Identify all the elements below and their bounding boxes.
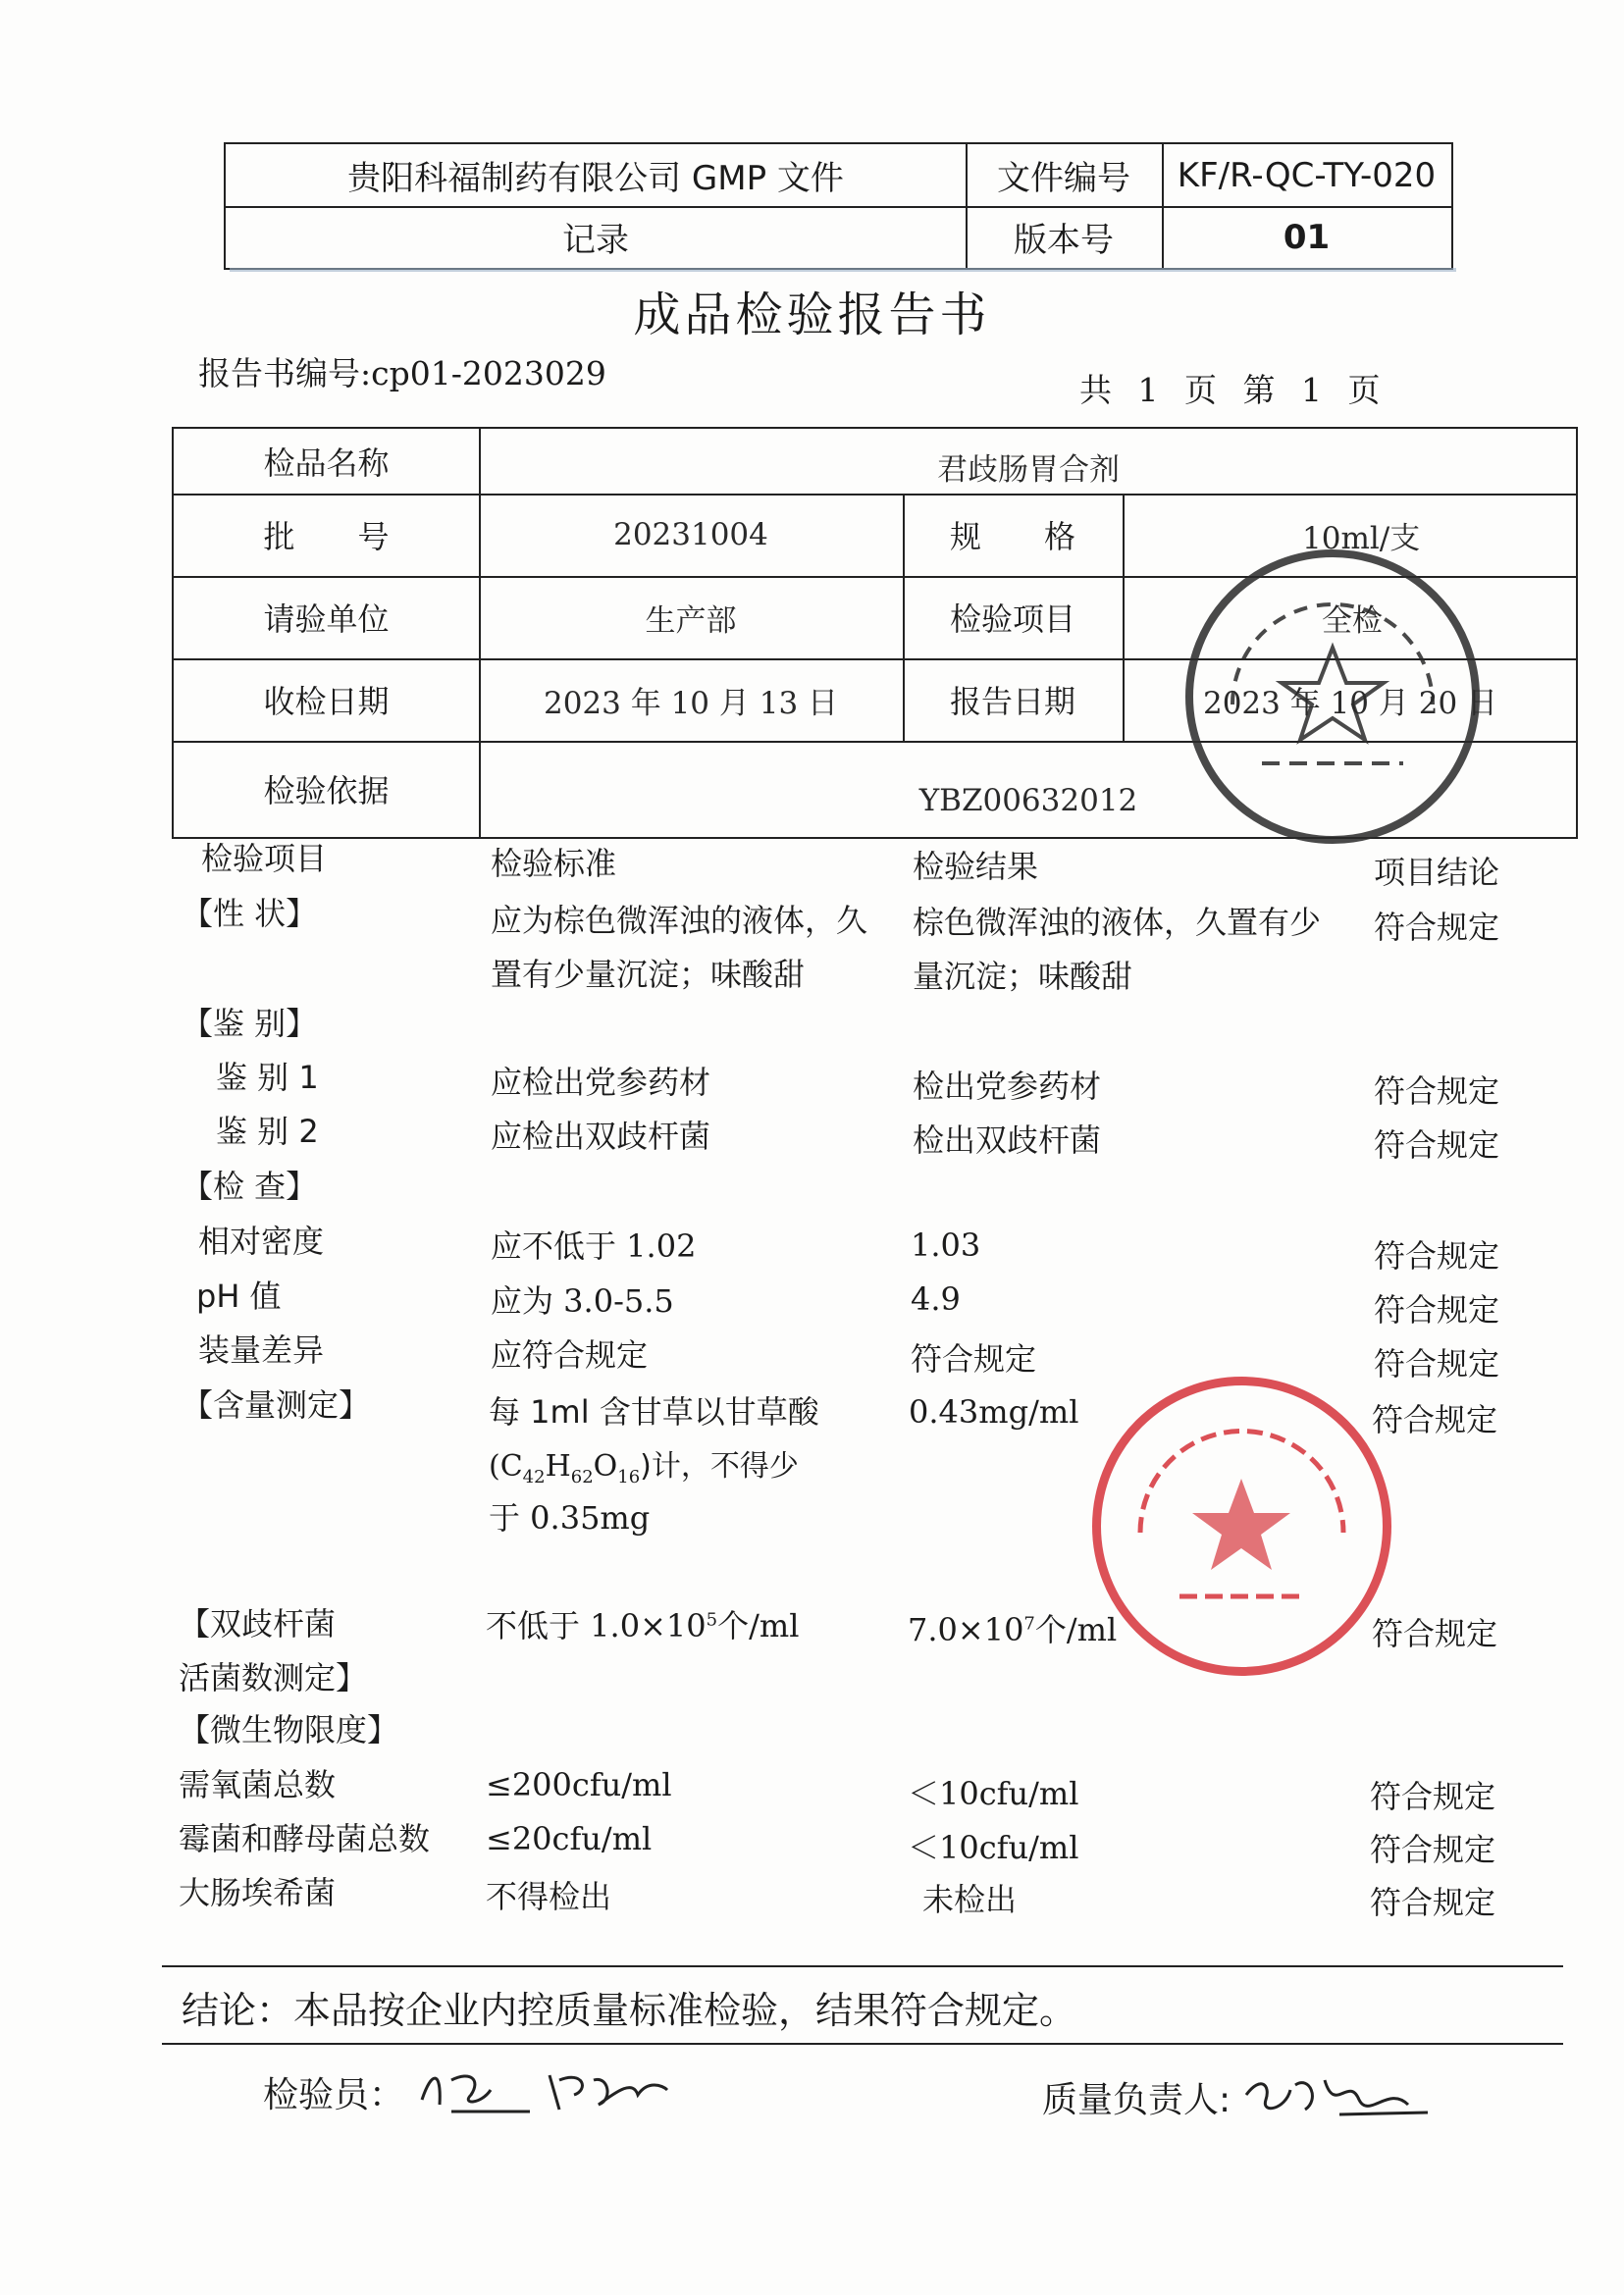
doc-no: KF/R-QC-TY-020	[1177, 155, 1437, 195]
company-name: 贵阳科福制药有限公司 GMP 文件	[226, 144, 968, 206]
basis-value: YBZ00632012	[918, 783, 1138, 818]
report-number: 报告书编号:cp01-2023029	[198, 354, 606, 392]
check-heading: 【检 查】	[182, 1168, 318, 1205]
page-title: 成品检验报告书	[633, 287, 991, 342]
version-label: 版本号	[966, 206, 1164, 268]
assay-label: 【含量测定】	[182, 1386, 371, 1424]
mold-conclusion: 符合规定	[1370, 1831, 1496, 1868]
ph-label: pH 值	[196, 1278, 282, 1315]
batch-label: 批 号	[263, 518, 390, 555]
ecoli-standard: 不得检出	[486, 1878, 612, 1915]
conclusion-rule-top	[162, 1965, 1563, 1967]
ph-conclusion: 符合规定	[1374, 1291, 1500, 1329]
ident2-standard: 应检出双歧杆菌	[491, 1118, 711, 1155]
version-value: 01	[1283, 217, 1331, 257]
page-count: 共 1 页 第 1 页	[1079, 371, 1381, 409]
report-date-label: 报告日期	[949, 683, 1075, 720]
ident2-conclusion: 符合规定	[1374, 1126, 1500, 1164]
spec-value: 10ml/支	[1302, 520, 1421, 556]
aerobic-label: 需氧菌总数	[179, 1766, 337, 1803]
qa-signature	[1241, 2056, 1438, 2134]
assay-standard-2: $(C_{42}H_{62}O_{16})$计，不得少	[489, 1449, 799, 1487]
ecoli-label: 大肠埃希菌	[179, 1874, 337, 1911]
test-item-label: 检验项目	[949, 600, 1075, 638]
receive-date-label: 收检日期	[263, 683, 390, 720]
aerobic-conclusion: 符合规定	[1370, 1778, 1496, 1815]
density-conclusion: 符合规定	[1374, 1237, 1500, 1275]
mold-standard: ≤20cfu/ml	[486, 1820, 653, 1857]
basis-label: 检验依据	[263, 772, 390, 809]
aerobic-standard: ≤200cfu/ml	[486, 1766, 672, 1803]
assay-conclusion: 符合规定	[1372, 1401, 1498, 1438]
fill-conclusion: 符合规定	[1374, 1345, 1500, 1382]
ecoli-conclusion: 符合规定	[1370, 1884, 1496, 1921]
header-underline	[230, 268, 1456, 272]
assay-standard-3: 于 0.35mg	[489, 1499, 651, 1537]
bifido-label-1: 【双歧杆菌	[179, 1605, 337, 1643]
test-item-value: 全检	[1322, 602, 1383, 639]
ph-result: 4.9	[911, 1280, 961, 1318]
product-name: 君歧肠胃合剂	[937, 451, 1120, 488]
ident1-result: 检出党参药材	[913, 1068, 1102, 1105]
col-result: 检验结果	[913, 848, 1039, 885]
density-result: 1.03	[911, 1226, 981, 1264]
aerobic-result: ＜10cfu/ml	[908, 1775, 1079, 1812]
micro-heading: 【微生物限度】	[179, 1711, 399, 1748]
mold-result: ＜10cfu/ml	[908, 1829, 1079, 1866]
mold-label: 霉菌和酵母菌总数	[179, 1820, 431, 1857]
fill-standard: 应符合规定	[491, 1336, 649, 1374]
fill-label: 装量差异	[198, 1331, 325, 1369]
appearance-standard-1: 应为棕色微浑浊的液体，久	[491, 902, 868, 939]
report-date: 2023 年 10 月 20 日	[1202, 685, 1498, 721]
fill-result: 符合规定	[911, 1340, 1037, 1378]
col-standard: 检验标准	[491, 845, 617, 882]
appearance-result-2: 量沉淀；味酸甜	[913, 958, 1133, 995]
col-item: 检验项目	[201, 840, 328, 877]
col-conclusion: 项目结论	[1374, 854, 1500, 891]
final-conclusion: 结论：本品按企业内控质量标准检验，结果符合规定。	[182, 1989, 1077, 2032]
ident1-label: 鉴 别 1	[216, 1059, 319, 1096]
bifido-label-2: 活菌数测定】	[179, 1659, 368, 1696]
black-inspection-stamp	[1185, 549, 1480, 844]
ident1-standard: 应检出党参药材	[491, 1064, 711, 1101]
density-label: 相对密度	[198, 1223, 325, 1260]
red-inspection-stamp	[1092, 1377, 1391, 1676]
dept-label: 请验单位	[263, 600, 390, 638]
ident-heading: 【鉴 别】	[182, 1005, 318, 1042]
qa-label: 质量负责人:	[1042, 2080, 1231, 2120]
ecoli-result: 未检出	[922, 1881, 1018, 1918]
doc-no-label: 文件编号	[966, 144, 1164, 206]
document-header	[224, 142, 1453, 270]
ident2-result: 检出双歧杆菌	[913, 1121, 1102, 1159]
record-label: 记录	[226, 206, 968, 268]
assay-standard-1: 每 1ml 含甘草以甘草酸	[489, 1393, 819, 1431]
appearance-standard-2: 置有少量沉淀；味酸甜	[491, 956, 806, 993]
ident1-conclusion: 符合规定	[1374, 1072, 1500, 1110]
bifido-standard: 不低于 $1.0\times 10^5$个/ml	[486, 1607, 800, 1644]
density-standard: 应不低于 1.02	[491, 1227, 697, 1265]
appearance-label: 【性 状】	[182, 895, 318, 932]
spec-label: 规 格	[949, 518, 1075, 555]
ph-standard: 应为 3.0-5.5	[491, 1282, 674, 1320]
bifido-result: $7.0\times 10^7$个/ml	[908, 1611, 1118, 1648]
receive-date: 2023 年 10 月 13 日	[543, 685, 839, 721]
dept-value: 生产部	[645, 602, 737, 639]
bifido-conclusion: 符合规定	[1372, 1615, 1498, 1652]
assay-result: 0.43mg/ml	[909, 1393, 1079, 1431]
product-name-label: 检品名称	[263, 444, 390, 482]
batch-number: 20231004	[613, 517, 768, 552]
appearance-result-1: 棕色微浑浊的液体，久置有少	[913, 904, 1322, 941]
inspector-signature	[412, 2051, 707, 2129]
inspector-label: 检验员：	[263, 2075, 405, 2115]
conclusion-rule-bottom	[162, 2043, 1563, 2045]
appearance-conclusion: 符合规定	[1374, 909, 1500, 946]
ident2-label: 鉴 别 2	[216, 1113, 319, 1150]
